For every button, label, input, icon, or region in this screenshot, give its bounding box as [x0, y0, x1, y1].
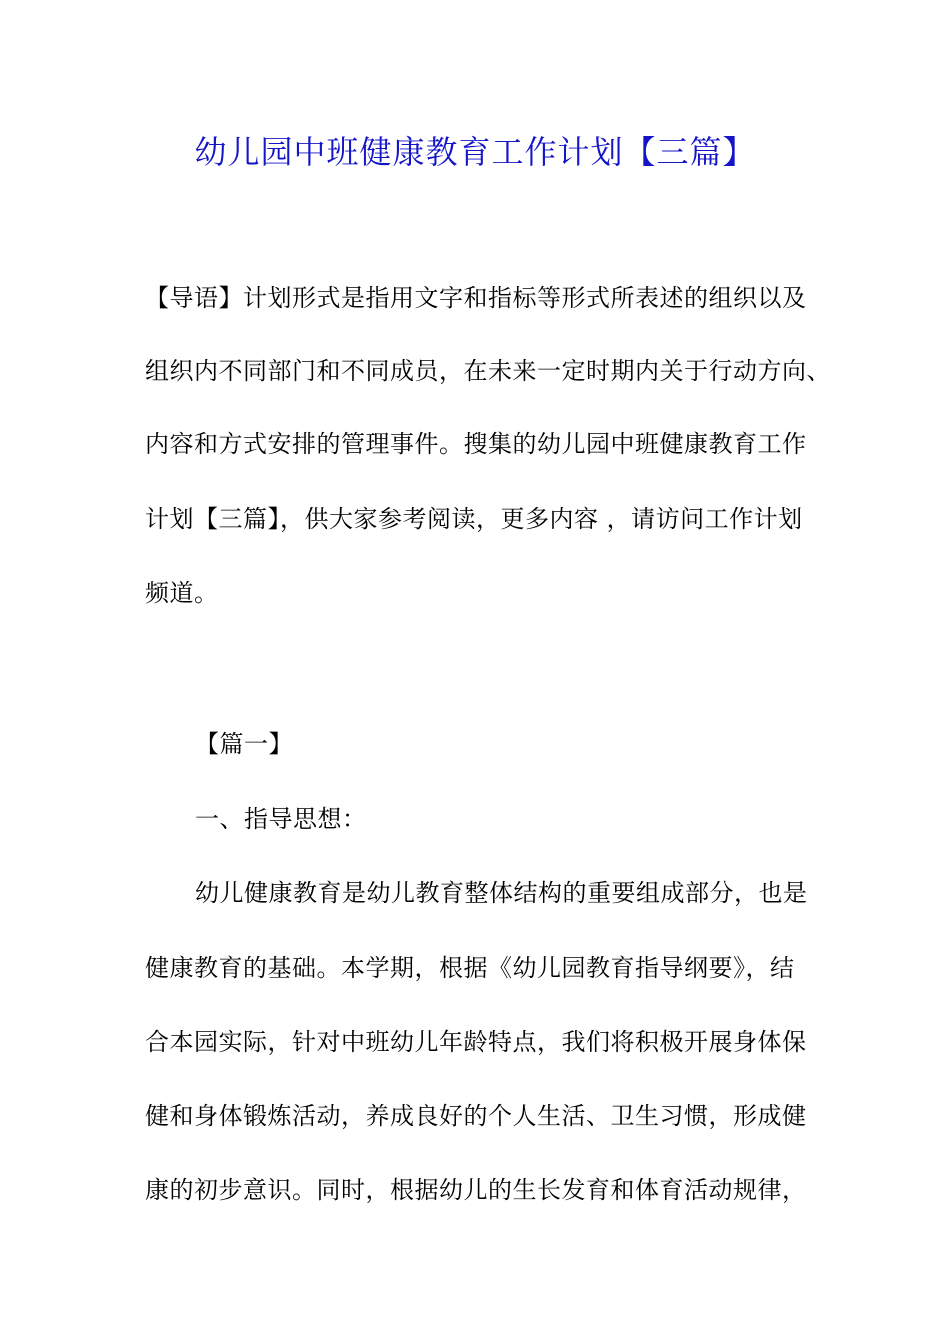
- document-title: 幼儿园中班健康教育工作计划【三篇】: [194, 133, 756, 171]
- body-line-1: 幼儿健康教育是幼儿教育整体结构的重要组成部分，也是: [195, 879, 808, 907]
- intro-line-4: 计划【三篇】，供大家参考阅读，更多内容 ，请访问工作计划: [145, 505, 803, 533]
- body-line-2: 健康教育的基础。本学期，根据《幼儿园教育指导纲要》，结: [145, 954, 795, 982]
- body-line-4: 健和身体锻炼活动，养成良好的个人生活、卫生习惯，形成健: [145, 1102, 807, 1130]
- section-heading: 【篇一】: [195, 730, 293, 758]
- intro-line-2: 组织内不同部门和不同成员，在未来一定时期内关于行动方向、: [145, 357, 831, 385]
- body-line-3: 合本园实际，针对中班幼儿年龄特点，我们将积极开展身体保: [145, 1028, 807, 1056]
- intro-line-5: 频道。: [145, 579, 219, 607]
- intro-line-3: 内容和方式安排的管理事件。搜集的幼儿园中班健康教育工作: [145, 430, 807, 458]
- intro-line-1: 【导语】计划形式是指用文字和指标等形式所表述的组织以及: [145, 284, 807, 312]
- subheading: 一、指导思想：: [195, 805, 367, 833]
- body-line-5: 康的初步意识。同时，根据幼儿的生长发育和体育活动规律，: [145, 1176, 807, 1204]
